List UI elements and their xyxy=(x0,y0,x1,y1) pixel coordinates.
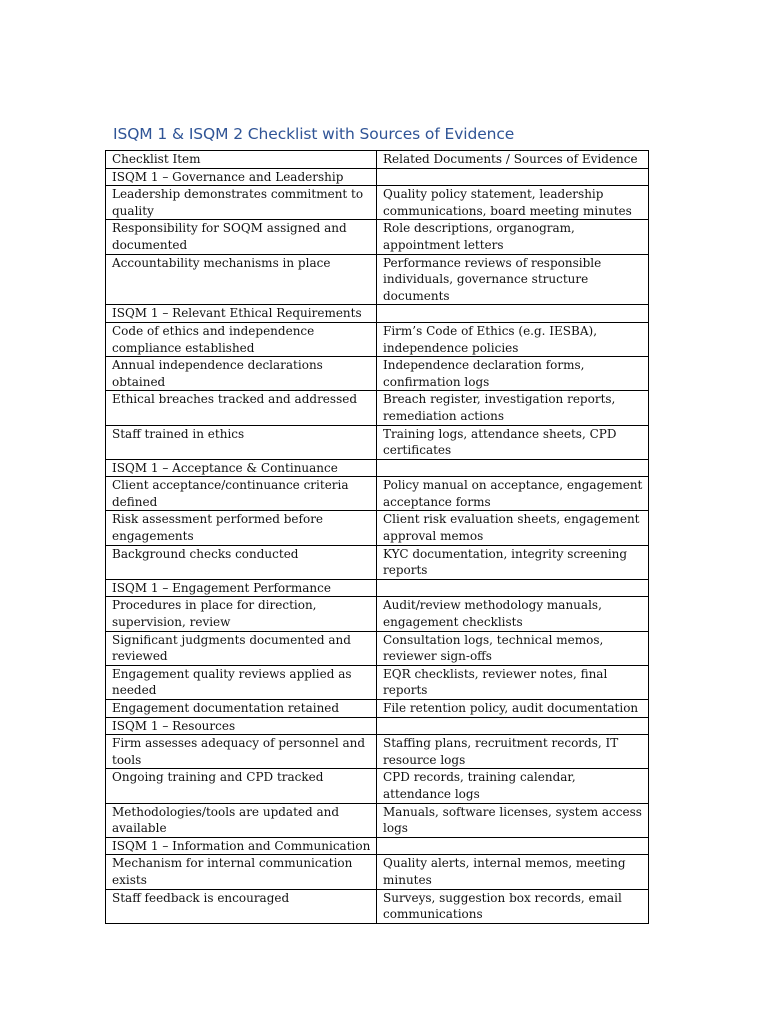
row-item: Leadership demonstrates commitment to quality xyxy=(106,186,377,220)
row-evidence xyxy=(377,168,649,186)
table-row xyxy=(106,700,649,718)
row-evidence xyxy=(377,717,649,735)
table-row xyxy=(106,889,649,923)
row-item: Risk assessment performed before engagements xyxy=(106,511,377,545)
table-header-row xyxy=(106,151,649,169)
row-item: ISQM 1 – Relevant Ethical Requirements xyxy=(106,305,377,323)
table-row xyxy=(106,545,649,579)
row-item: Engagement quality reviews applied as needed xyxy=(106,665,377,699)
row-item: Significant judgments documented and reviewed xyxy=(106,631,377,665)
table-row xyxy=(106,220,649,254)
table-row xyxy=(106,254,649,305)
row-evidence: CPD records, training calendar, attendance logs xyxy=(377,769,649,803)
row-item: Firm assesses adequacy of personnel and tools xyxy=(106,735,377,769)
table-row-section xyxy=(106,837,649,855)
table-row-section xyxy=(106,459,649,477)
document-title: ISQM 1 & ISQM 2 Checklist with Sources of Evidence xyxy=(113,125,515,143)
row-item: Client acceptance/continuance criteria defined xyxy=(106,477,377,511)
row-item: Responsibility for SOQM assigned and documented xyxy=(106,220,377,254)
row-evidence: Breach register, investigation reports, remediation actions xyxy=(377,391,649,425)
table-row xyxy=(106,391,649,425)
row-evidence: Role descriptions, organogram, appointment letters xyxy=(377,220,649,254)
table-row xyxy=(106,735,649,769)
row-item: Ethical breaches tracked and addressed xyxy=(106,391,377,425)
row-evidence: Client risk evaluation sheets, engagement approval memos xyxy=(377,511,649,545)
row-item: ISQM 1 – Governance and Leadership xyxy=(106,168,377,186)
row-item: ISQM 1 – Engagement Performance xyxy=(106,579,377,597)
table-row xyxy=(106,597,649,631)
row-evidence: File retention policy, audit documentation xyxy=(377,700,649,718)
row-item: Ongoing training and CPD tracked xyxy=(106,769,377,803)
row-evidence xyxy=(377,459,649,477)
row-evidence: Quality alerts, internal memos, meeting minutes xyxy=(377,855,649,889)
table-row-section xyxy=(106,717,649,735)
row-evidence: Firm’s Code of Ethics (e.g. IESBA), independence policies xyxy=(377,322,649,356)
table-row xyxy=(106,186,649,220)
row-item: ISQM 1 – Resources xyxy=(106,717,377,735)
row-evidence: Staffing plans, recruitment records, IT resource logs xyxy=(377,735,649,769)
table-row-section xyxy=(106,579,649,597)
row-item: Annual independence declarations obtained xyxy=(106,357,377,391)
table-row xyxy=(106,322,649,356)
row-item: Accountability mechanisms in place xyxy=(106,254,377,305)
row-item: Code of ethics and independence compliance established xyxy=(106,322,377,356)
row-evidence: Policy manual on acceptance, engagement acceptance forms xyxy=(377,477,649,511)
row-evidence: Training logs, attendance sheets, CPD certificates xyxy=(377,425,649,459)
row-item: Methodologies/tools are updated and available xyxy=(106,803,377,837)
table-row xyxy=(106,477,649,511)
row-item: Staff trained in ethics xyxy=(106,425,377,459)
row-evidence: Audit/review methodology manuals, engagement checklists xyxy=(377,597,649,631)
table-row xyxy=(106,631,649,665)
row-item: Staff feedback is encouraged xyxy=(106,889,377,923)
table-row xyxy=(106,769,649,803)
row-evidence xyxy=(377,837,649,855)
table-row xyxy=(106,511,649,545)
table-row xyxy=(106,357,649,391)
row-evidence: EQR checklists, reviewer notes, final reports xyxy=(377,665,649,699)
table-row xyxy=(106,855,649,889)
table-row xyxy=(106,803,649,837)
table-row xyxy=(106,425,649,459)
row-item: Engagement documentation retained xyxy=(106,700,377,718)
row-evidence: Surveys, suggestion box records, email communications xyxy=(377,889,649,923)
row-item: Mechanism for internal communication exists xyxy=(106,855,377,889)
row-evidence: Consultation logs, technical memos, reviewer sign-offs xyxy=(377,631,649,665)
row-evidence xyxy=(377,305,649,323)
row-evidence: KYC documentation, integrity screening reports xyxy=(377,545,649,579)
row-item: ISQM 1 – Acceptance & Continuance xyxy=(106,459,377,477)
row-evidence: Performance reviews of responsible individuals, governance structure documents xyxy=(377,254,649,305)
header-sources-of-evidence: Related Documents / Sources of Evidence xyxy=(377,151,649,169)
row-item: Background checks conducted xyxy=(106,545,377,579)
row-item: Procedures in place for direction, supervision, review xyxy=(106,597,377,631)
row-evidence: Independence declaration forms, confirmation logs xyxy=(377,357,649,391)
table-row-section xyxy=(106,305,649,323)
checklist-table xyxy=(105,150,649,924)
row-evidence xyxy=(377,579,649,597)
header-checklist-item: Checklist Item xyxy=(106,151,377,169)
row-evidence: Quality policy statement, leadership communications, board meeting minutes xyxy=(377,186,649,220)
table-row-section xyxy=(106,168,649,186)
table-row xyxy=(106,665,649,699)
row-evidence: Manuals, software licenses, system access logs xyxy=(377,803,649,837)
row-item: ISQM 1 – Information and Communication xyxy=(106,837,377,855)
